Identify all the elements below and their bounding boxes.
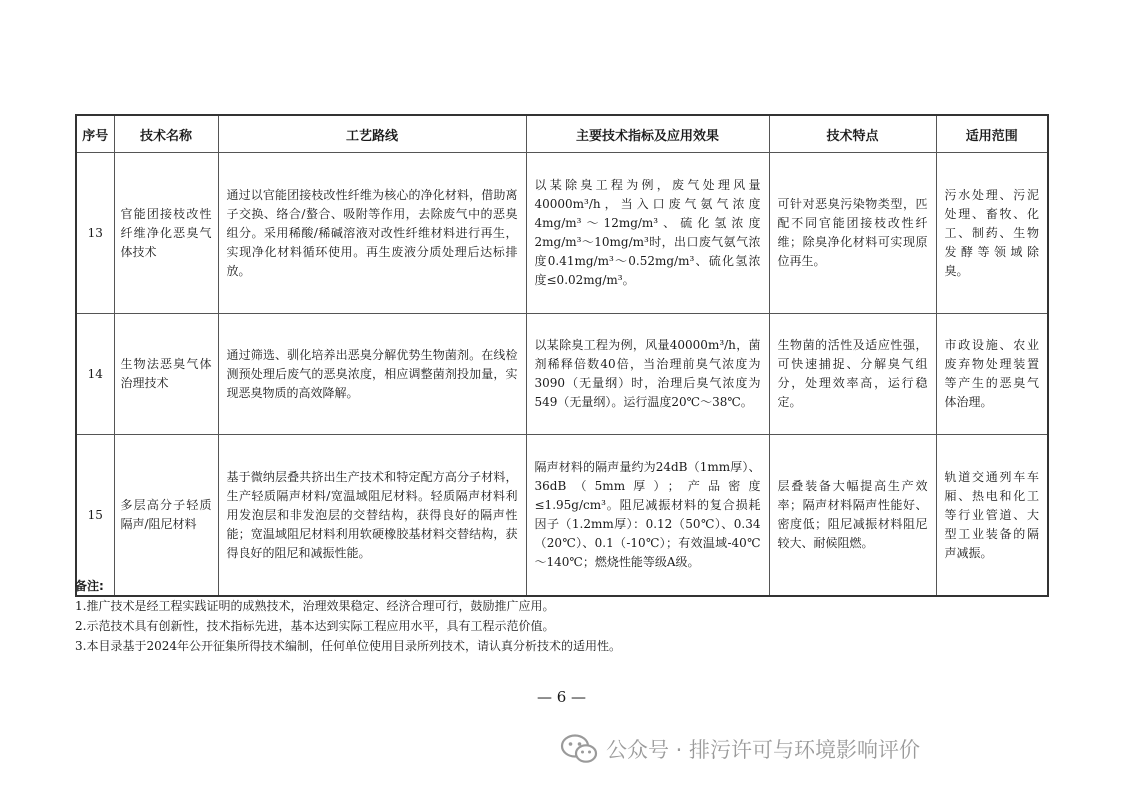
technology-table (75, 114, 1049, 597)
tech-name: 生物法恶臭气体治理技术 (114, 314, 218, 435)
table-row (76, 435, 1048, 597)
watermark-text: 公众号 · 排污许可与环境影响评价 (606, 738, 921, 762)
notes-title: 备注: (75, 579, 104, 593)
header-metrics: 主要技术指标及应用效果 (526, 115, 769, 153)
table-row (76, 314, 1048, 435)
scope: 市政设施、农业废弃物处理装置等产生的恶臭气体治理。 (936, 314, 1048, 435)
header-seq: 序号 (76, 115, 114, 153)
row-number: 14 (76, 314, 114, 435)
features: 层叠装备大幅提高生产效率；隔声材料隔声性能好、密度低；阻尼减振材料阻尼较大、耐候阻燃。 (769, 435, 936, 597)
table-header-row (76, 115, 1048, 153)
process-route: 通过以官能团接枝改性纤维为核心的净化材料，借助离子交换、络合/螯合、吸附等作用，去除废气中的恶臭组分。采用稀酸/稀碱溶液对改性纤维材料进行再生，实现净化材料循环使用。再生废液分质处理后达标排放。 (218, 153, 526, 314)
header-features: 技术特点 (769, 115, 936, 153)
metrics: 以某除臭工程为例，废气处理风量40000m³/h，当入口废气氨气浓度4mg/m³～12mg/m³、硫化氢浓度2mg/m³～10mg/m³时，出口废气氨气浓度0.41mg/m³～0.52mg/m³、硫化氢浓度≤0.02mg/m³。 (526, 153, 769, 314)
note-item: 1.推广技术是经工程实践证明的成熟技术，治理效果稳定、经济合理可行，鼓励推广应用。 (75, 599, 555, 613)
features: 生物菌的活性及适应性强，可快速捕捉、分解臭气组分，处理效率高，运行稳定。 (769, 314, 936, 435)
process-route: 基于微纳层叠共挤出生产技术和特定配方高分子材料，生产轻质隔声材料/宽温域阻尼材料。轻质隔声材料利用发泡层和非发泡层的交替结构，获得良好的隔声性能；宽温域阻尼材料利用软硬橡胶基材料交替结构，获得良好的阻尼和减振性能。 (218, 435, 526, 597)
watermark (560, 732, 920, 766)
header-scope: 适用范围 (936, 115, 1048, 153)
metrics: 以某除臭工程为例，风量40000m³/h，菌剂稀释倍数40倍，当治理前臭气浓度为3090（无量纲）时，治理后臭气浓度为549（无量纲）。运行温度20℃～38℃。 (526, 314, 769, 435)
features: 可针对恶臭污染物类型，匹配不同官能团接枝改性纤维；除臭净化材料可实现原位再生。 (769, 153, 936, 314)
metrics: 隔声材料的隔声量约为24dB（1mm厚）、36dB（5mm厚）；产品密度≤1.95g/cm³。阻尼减振材料的复合损耗因子（1.2mm厚）：0.12（50℃）、0.34（20℃）、0.1（-10℃）；有效温域-40℃～140℃；燃烧性能等级A级。 (526, 435, 769, 597)
note-item: 2.示范技术具有创新性，技术指标先进，基本达到实际工程应用水平，具有工程示范价值。 (75, 619, 555, 633)
scope: 轨道交通列车车厢、热电和化工等行业管道、大型工业装备的隔声减振。 (936, 435, 1048, 597)
row-number: 13 (76, 153, 114, 314)
tech-name: 多层高分子轻质隔声/阻尼材料 (114, 435, 218, 597)
wechat-icon (560, 734, 598, 764)
note-item: 3.本目录基于2024年公开征集所得技术编制，任何单位使用目录所列技术，请认真分析技术的适用性。 (75, 639, 621, 653)
tech-name: 官能团接枝改性纤维净化恶臭气体技术 (114, 153, 218, 314)
notes-section (75, 576, 1047, 656)
scope: 污水处理、污泥处理、畜牧、化工、制药、生物发酵等领域除臭。 (936, 153, 1048, 314)
technology-table-container (75, 114, 1047, 597)
header-tech-name: 技术名称 (114, 115, 218, 153)
page-number: — 6 — (536, 688, 587, 706)
header-process-route: 工艺路线 (218, 115, 526, 153)
row-number: 15 (76, 435, 114, 597)
table-row (76, 153, 1048, 314)
process-route: 通过筛选、驯化培养出恶臭分解优势生物菌剂。在线检测预处理后废气的恶臭浓度，相应调整菌剂投加量，实现恶臭物质的高效降解。 (218, 314, 526, 435)
